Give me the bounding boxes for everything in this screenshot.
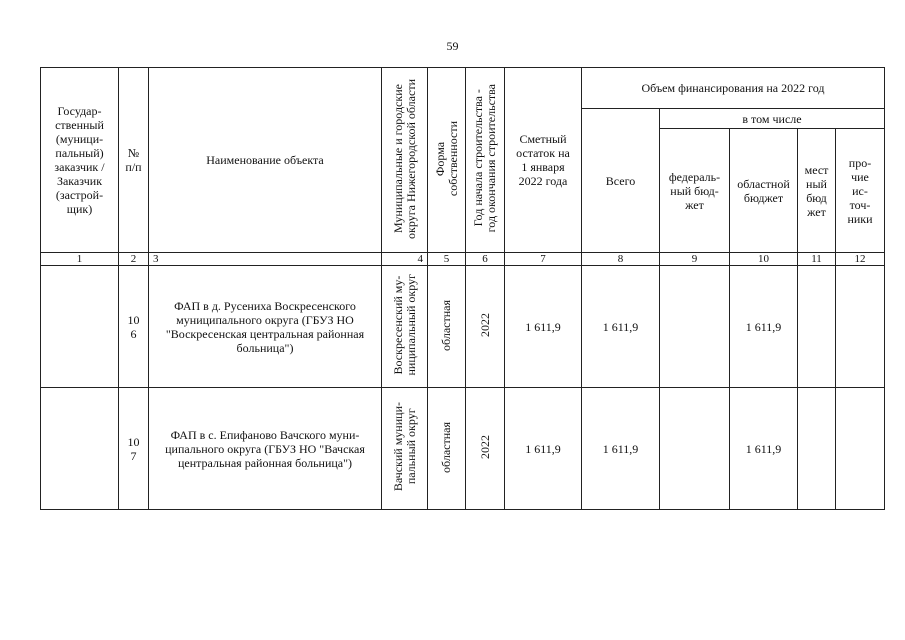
column-number: 7 xyxy=(505,253,582,266)
cell-other xyxy=(836,388,885,510)
header-district-text: Муниципальные и городские округа Нижегородской области xyxy=(390,78,418,239)
column-number: 3 xyxy=(149,253,382,266)
header-customer: Государ- ственный (муници- пальный) заказчик / Заказчик (застрой- щик) xyxy=(41,68,119,253)
cell-regional: 1 611,9 xyxy=(730,266,798,388)
column-number: 11 xyxy=(798,253,836,266)
cell-object-name: ФАП в с. Епифаново Вачского муни-ципального округа (ГБУЗ НО "Вачская центральная районная больница") xyxy=(149,388,382,510)
header-ownership-text: Форма собственности xyxy=(432,120,460,197)
cell-object-name: ФАП в д. Русениха Воскресенского муниципального округа (ГБУЗ НО "Воскресенская центральная районная больница") xyxy=(149,266,382,388)
table-row xyxy=(41,388,885,510)
cell-years xyxy=(466,388,505,510)
header-row-1 xyxy=(41,68,885,109)
cell-customer xyxy=(41,388,119,510)
cell-total: 1 611,9 xyxy=(582,266,660,388)
header-ownership xyxy=(428,68,466,253)
cell-ownership xyxy=(428,266,466,388)
cell-district xyxy=(382,388,428,510)
cell-federal xyxy=(660,388,730,510)
cell-district-text: Воскресенский му- ниципальный округ xyxy=(390,274,418,376)
column-number: 4 xyxy=(382,253,428,266)
cell-federal xyxy=(660,266,730,388)
cell-local xyxy=(798,266,836,388)
column-number: 5 xyxy=(428,253,466,266)
cell-ownership-text: областная xyxy=(439,421,453,473)
column-number: 6 xyxy=(466,253,505,266)
header-estimate: Сметный остаток на 1 января 2022 года xyxy=(505,68,582,253)
header-financing: Объем финансирования на 2022 год xyxy=(582,68,885,109)
cell-district-text: Вачский муници- пальный округ xyxy=(390,402,418,492)
cell-years xyxy=(466,266,505,388)
header-regional: областной бюджет xyxy=(730,129,798,253)
cell-estimate: 1 611,9 xyxy=(505,266,582,388)
header-other: про- чие ис- точ- ники xyxy=(836,129,885,253)
header-num: № п/п xyxy=(119,68,149,253)
column-number: 1 xyxy=(41,253,119,266)
cell-district xyxy=(382,266,428,388)
cell-years-text: 2022 xyxy=(477,313,492,337)
header-object-name: Наименование объекта xyxy=(149,68,382,253)
header-local: мест ный бюд жет xyxy=(798,129,836,253)
cell-customer xyxy=(41,266,119,388)
cell-num: 10 6 xyxy=(119,266,149,388)
header-total: Всего xyxy=(582,109,660,253)
column-number: 12 xyxy=(836,253,885,266)
cell-ownership xyxy=(428,388,466,510)
cell-other xyxy=(836,266,885,388)
column-number: 10 xyxy=(730,253,798,266)
page-number: 59 xyxy=(446,39,459,53)
cell-local xyxy=(798,388,836,510)
cell-regional: 1 611,9 xyxy=(730,388,798,510)
cell-num: 10 7 xyxy=(119,388,149,510)
header-including: в том числе xyxy=(660,109,885,129)
header-federal: федераль- ный бюд- жет xyxy=(660,129,730,253)
cell-years-text: 2022 xyxy=(477,435,492,459)
column-number-row xyxy=(41,253,885,266)
cell-estimate: 1 611,9 xyxy=(505,388,582,510)
cell-total: 1 611,9 xyxy=(582,388,660,510)
header-years xyxy=(466,68,505,253)
column-number: 9 xyxy=(660,253,730,266)
financing-table xyxy=(40,67,885,510)
column-number: 8 xyxy=(582,253,660,266)
header-years-text: Год начала строительства - год окончания строительства xyxy=(471,84,498,233)
cell-ownership-text: областная xyxy=(439,299,453,351)
header-district xyxy=(382,68,428,253)
table-row xyxy=(41,266,885,388)
column-number: 2 xyxy=(119,253,149,266)
